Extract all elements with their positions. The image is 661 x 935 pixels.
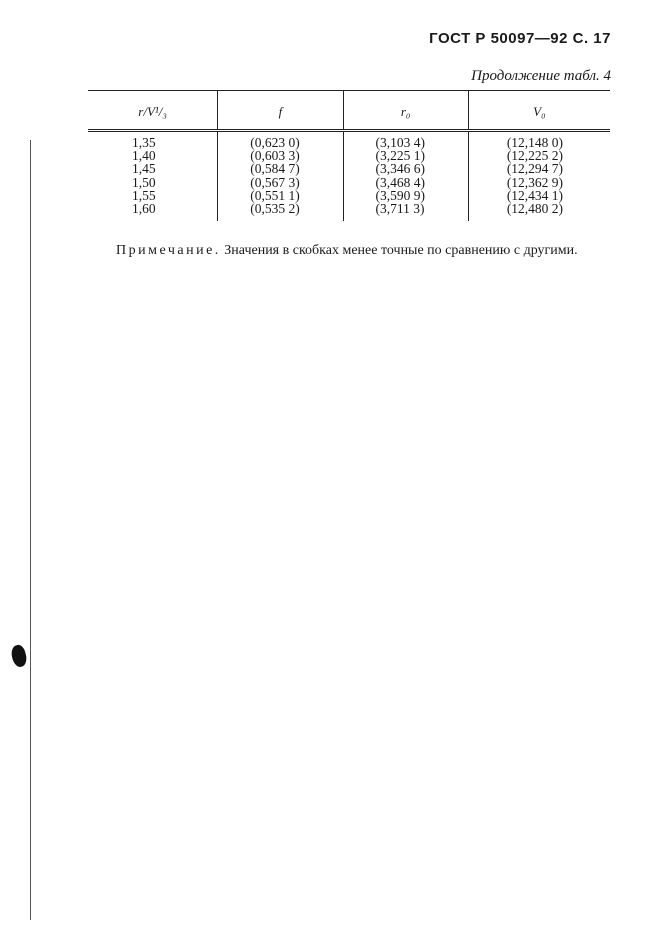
ink-blot-mark <box>9 644 28 669</box>
table-cell: (0,603 3) <box>250 148 300 164</box>
table-cell: 1,55 <box>132 187 156 203</box>
header-v0: V₀ <box>533 104 546 119</box>
header-ratio: r/V¹/₃ <box>88 91 218 129</box>
data-table <box>88 90 610 221</box>
table-cell: 1,35 <box>132 135 156 150</box>
table-cell: (12,294 7) <box>506 161 564 177</box>
table-cell: (3,346 6) <box>375 161 426 177</box>
binding-margin-line <box>30 140 31 920</box>
table-cell: (12,225 2) <box>506 148 564 164</box>
table-cell: (0,623 0) <box>250 135 300 150</box>
table-note <box>88 241 610 260</box>
table-cell: (0,567 3) <box>250 174 300 190</box>
table-cell: (12,480 2) <box>506 200 564 216</box>
table-continuation-label: Продолжение табл. 4 <box>471 68 611 84</box>
table-cell: (12,434 1) <box>506 187 564 203</box>
table-cell: (3,225 1) <box>375 148 426 164</box>
table-cell: 1,50 <box>132 174 156 190</box>
table-cell: (12,148 0) <box>506 135 564 150</box>
table-body <box>88 132 610 221</box>
table-cell: (0,551 1) <box>250 187 300 203</box>
column-r0 <box>344 132 469 221</box>
column-v0 <box>469 132 610 221</box>
table-header <box>88 91 610 132</box>
table-cell: 1,60 <box>132 200 156 216</box>
header-f: f <box>218 91 343 129</box>
table-cell: (3,468 4) <box>375 174 426 190</box>
note-text: Значения в скобках менее точные по сравнению с другими. <box>224 243 578 258</box>
note-lead: Примечание. <box>116 243 221 258</box>
table-cell: (0,584 7) <box>250 161 300 177</box>
document-header: ГОСТ Р 50097—92 С. 17 <box>429 30 611 47</box>
table-cell: 1,45 <box>132 161 156 177</box>
table-cell: (0,535 2) <box>250 200 300 216</box>
column-ratio <box>88 132 218 221</box>
table-cell: (12,362 9) <box>506 174 564 190</box>
header-r0: r₀ <box>344 91 469 129</box>
table-cell: (3,590 9) <box>375 187 426 203</box>
column-f <box>218 132 343 221</box>
table-cell: (3,711 3) <box>375 200 425 216</box>
table-cell: (3,103 4) <box>375 135 426 150</box>
table-cell: 1,40 <box>132 148 156 164</box>
